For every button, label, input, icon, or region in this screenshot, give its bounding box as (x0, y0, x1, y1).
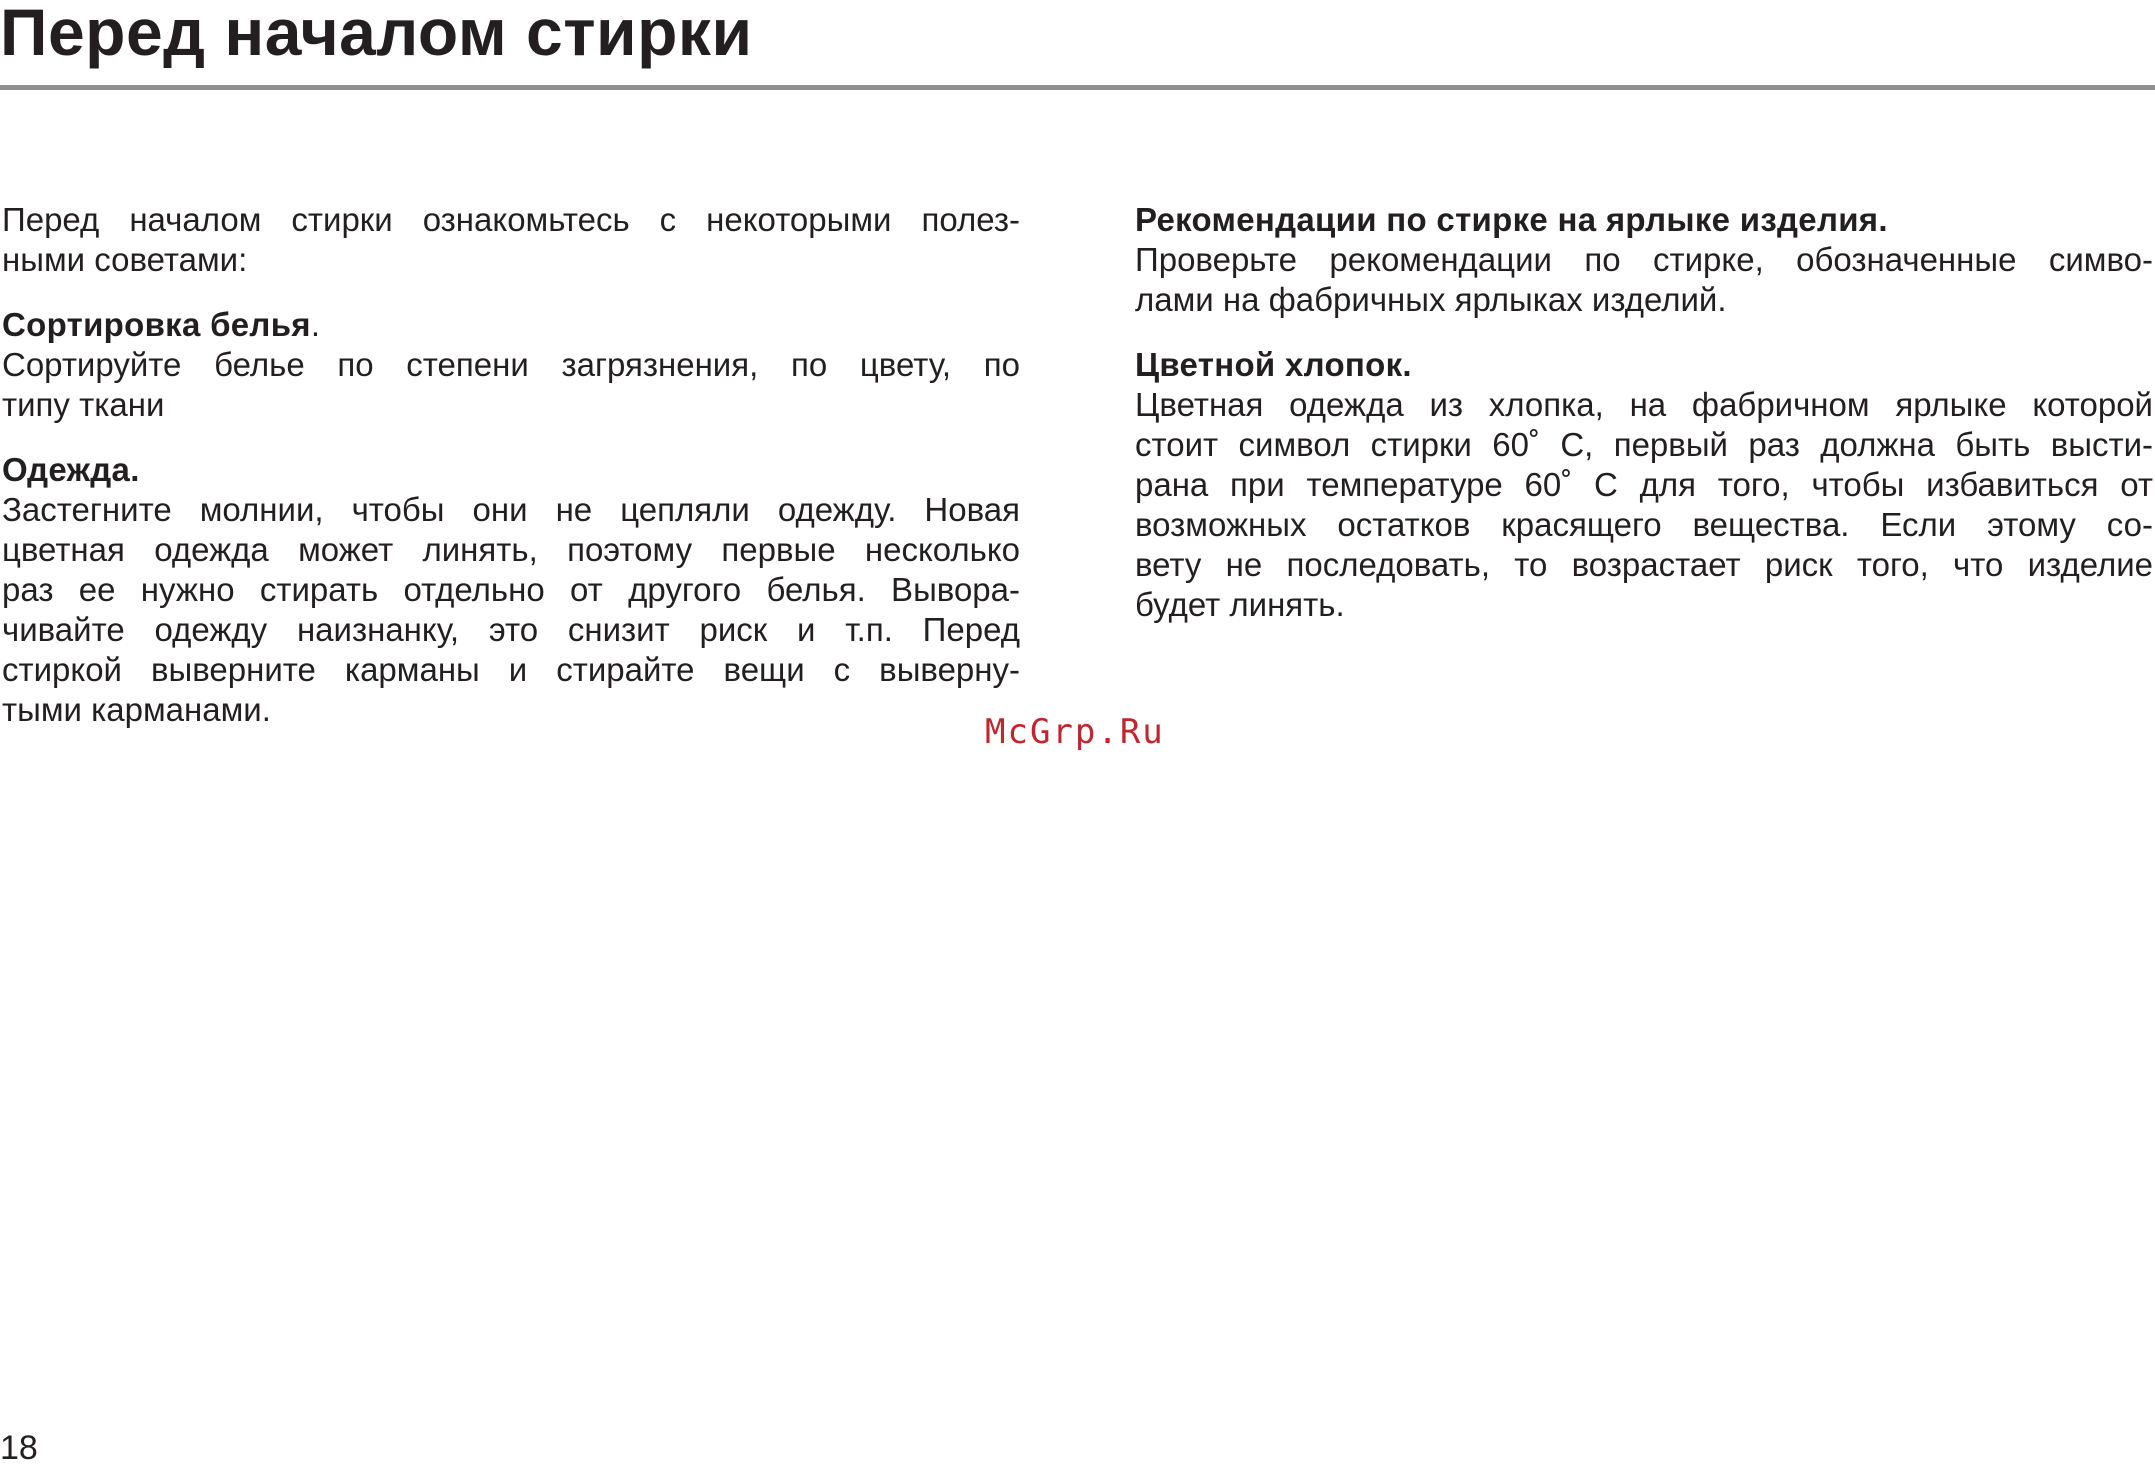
colored-cotton-section (1135, 345, 2153, 625)
label-advice-body-line: Проверьте рекомендации по стирке, обозначенные симво- (1135, 241, 2153, 278)
label-advice-section (1135, 200, 2153, 320)
clothing-body-line: цветная одежда может линять, поэтому первые несколько (2, 531, 1020, 568)
intro-paragraph (2, 200, 1020, 280)
intro-line: Перед началом стирки ознакомьтесь с некоторыми полез- (2, 201, 1020, 238)
sorting-heading-text: Сортировка белья (2, 306, 311, 343)
intro-line: ными советами: (2, 241, 248, 278)
colored-cotton-body-line: возможных остатков красящего вещества. Если этому со- (1135, 506, 2153, 543)
right-column (1135, 200, 2153, 625)
left-column (2, 200, 1020, 730)
colored-cotton-body-line: вету не последовать, то возрастает риск того, что изделие (1135, 546, 2153, 583)
colored-cotton-body-line: стоит символ стирки 60˚ С, первый раз должна быть высти- (1135, 426, 2153, 463)
label-advice-body-line: лами на фабричных ярлыках изделий. (1135, 281, 1727, 318)
clothing-body-line: чивайте одежду наизнанку, это снизит риск и т.п. Перед (2, 611, 1020, 648)
page-title: Перед началом стирки (0, 0, 753, 69)
clothing-heading: Одежда. (2, 451, 140, 488)
clothing-body-line: раз ее нужно стирать отдельно от другого белья. Вывора- (2, 571, 1020, 608)
clothing-body-line: тыми карманами. (2, 691, 271, 728)
clothing-body-line: Застегните молнии, чтобы они не цепляли одежду. Новая (2, 491, 1020, 528)
sorting-body-line: типу ткани (2, 386, 165, 423)
title-divider (0, 85, 2155, 90)
sorting-body-line: Сортируйте белье по степени загрязнения, по цвету, по (2, 346, 1020, 383)
clothing-body-line: стиркой выверните карманы и стирайте вещи с выверну- (2, 651, 1020, 688)
clothing-section (2, 450, 1020, 730)
colored-cotton-body-line: Цветная одежда из хлопка, на фабричном ярлыке которой (1135, 386, 2153, 423)
sorting-heading-period: . (310, 306, 321, 343)
colored-cotton-body-line: будет линять. (1135, 586, 1345, 623)
colored-cotton-heading: Цветной хлопок. (1135, 346, 1412, 383)
page-number: 18 (0, 1429, 38, 1467)
sorting-section (2, 305, 1020, 425)
label-advice-heading: Рекомендации по стирке на ярлыке изделия. (1135, 201, 1888, 238)
watermark-link[interactable]: McGrp.Ru (985, 712, 1165, 752)
sorting-heading (2, 305, 1020, 345)
colored-cotton-body-line: рана при температуре 60˚ С для того, чтобы избавиться от (1135, 466, 2153, 503)
